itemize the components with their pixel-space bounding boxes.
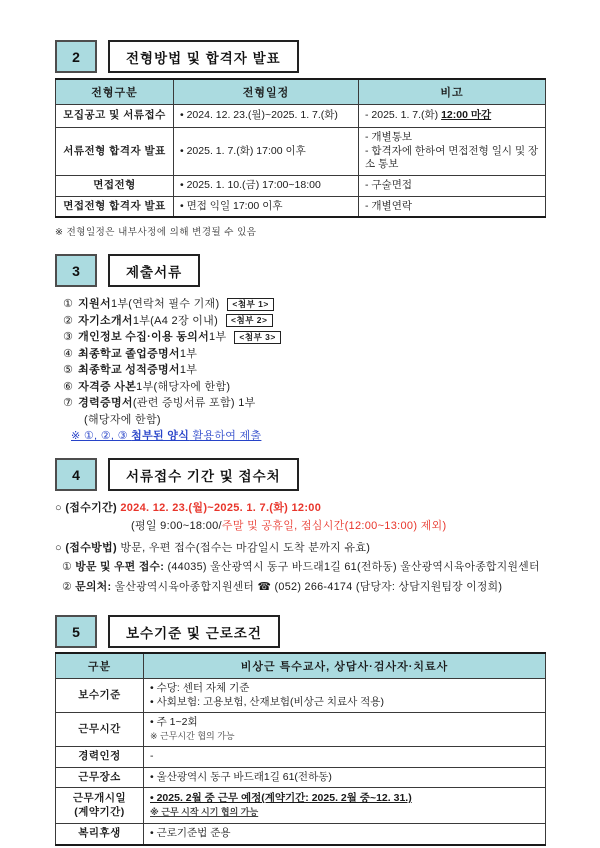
row-label: 복리후생 — [56, 824, 144, 845]
remark-line: - 개별통보 — [365, 131, 412, 143]
section-5-header — [55, 615, 545, 648]
note-prefix: ※ ①, ②, ③ — [71, 430, 132, 442]
hours-note: ※ 근무시간 협의 가능 — [150, 730, 235, 741]
detail-excluded: 주말 및 공휴일, 점심시간(12:00~13:00) 제외) — [221, 520, 447, 532]
item-detail: 1부(해당자에 한함) — [136, 380, 231, 393]
table-row — [56, 105, 546, 128]
list-item — [63, 313, 545, 330]
table-row — [56, 175, 546, 196]
attachment-1-badge: <첨부 1> — [227, 298, 273, 311]
method-label: (접수방법) — [65, 542, 121, 554]
contact-line — [55, 577, 545, 597]
working-conditions-table — [55, 652, 546, 846]
document-name: 자격증 사본 — [78, 380, 137, 393]
submission-documents-list — [55, 296, 545, 445]
cell-category: 모집공고 및 서류접수 — [56, 105, 174, 128]
remark-line: - 합격자에 한하여 면접전형 일시 및 장소 통보 — [365, 144, 539, 170]
welfare-details: • 근로기준법 준용 — [144, 824, 546, 845]
section-2-title: 전형방법 및 합격자 발표 — [108, 40, 299, 73]
pay-line: • 사회보험: 고용보험, 산재보험(비상근 치료사 적용) — [150, 695, 384, 708]
cell-category: 면접전형 합격자 발표 — [56, 196, 174, 217]
section-3-title: 제출서류 — [108, 254, 200, 287]
section-4-number-badge: 4 — [55, 458, 97, 491]
item-number: ② — [63, 314, 74, 327]
row-label: 근무시간 — [56, 713, 144, 747]
section-5-title: 보수기준 및 근로조건 — [108, 615, 280, 648]
note-suffix: 활용하여 제출 — [189, 430, 262, 442]
item-number: ① — [62, 561, 76, 573]
remark-text: - 2025. 1. 7.(화) — [365, 109, 442, 122]
visit-label: 방문 및 우편 접수: — [75, 561, 168, 573]
document-name: 최종학교 성적증명서 — [78, 364, 180, 376]
item-continuation: (해당자에 한함) — [84, 413, 161, 426]
header-schedule: 전형일정 — [174, 79, 359, 105]
document-name: 지원서 — [78, 298, 111, 310]
header-position-type: 비상근 특수교사, 상담사·검사자·치료사 — [144, 653, 546, 679]
section-3-number-badge: 3 — [55, 254, 97, 287]
selection-schedule-table — [55, 78, 546, 218]
note-emphasis: 첨부된 양식 — [131, 430, 190, 442]
row-label: 근무장소 — [56, 767, 144, 788]
cell-schedule: • 2025. 1. 7.(화) 17:00 이후 — [174, 128, 359, 176]
cell-category: 서류전형 합격자 발표 — [56, 128, 174, 176]
reception-period-line — [55, 499, 545, 517]
label-line: 근무개시일 — [72, 792, 127, 804]
contact-label: 문의처: — [75, 581, 115, 593]
header-remarks: 비고 — [359, 79, 546, 105]
item-number: ⑥ — [63, 380, 74, 393]
section-2-number-badge: 2 — [55, 40, 97, 73]
pay-line: • 수당: 센터 자체 기준 — [150, 682, 250, 694]
section-4-header — [55, 458, 545, 491]
item-number: ⑤ — [63, 364, 74, 376]
visit-mail-line — [55, 557, 545, 577]
method-value: 방문, 우편 접수(접수는 마감일시 도착 분까지 유효) — [120, 542, 371, 554]
pay-details — [144, 679, 546, 713]
contact-value: 울산광역시육아종합지원센터 ☎ (052) 266-4174 (담당자: 상담지원팀장 이정희) — [114, 581, 503, 593]
cell-category: 면접전형 — [56, 175, 174, 196]
period-detail-line — [55, 517, 545, 535]
document-name: 자기소개서 — [78, 314, 133, 327]
start-date-note: ※ 근무 시작 시기 협의 가능 — [150, 806, 259, 817]
row-label — [56, 788, 144, 824]
item-number: ③ — [63, 331, 74, 343]
visit-address: (44035) 울산광역시 동구 바드래1길 61(전하동) 울산광역시육아종합지원센터 — [167, 561, 540, 573]
cell-schedule: • 2024. 12. 23.(월)~2025. 1. 7.(화) — [174, 105, 359, 128]
period-label: (접수기간) — [65, 502, 121, 514]
table-row — [56, 128, 546, 176]
cell-remarks — [359, 128, 546, 176]
document-name: 경력증명서 — [78, 397, 133, 409]
item-detail: 1부(A4 2장 이내) — [132, 314, 219, 327]
list-item — [63, 362, 545, 379]
item-number: ④ — [63, 347, 74, 360]
attachment-3-badge: <첨부 3> — [234, 331, 280, 344]
table-row-place — [56, 767, 546, 788]
table-row-career — [56, 747, 546, 768]
list-item — [63, 379, 545, 396]
table-row — [56, 196, 546, 217]
career-details: - — [144, 747, 546, 768]
attachment-2-badge: <첨부 2> — [226, 314, 272, 327]
table-row-welfare — [56, 824, 546, 845]
detail-prefix: (평일 9:00~18:00/ — [131, 520, 222, 532]
section-3-header — [55, 254, 545, 287]
item-detail: 1부 — [179, 364, 198, 376]
reception-method-line — [55, 539, 545, 557]
reception-info — [55, 499, 545, 597]
item-number: ② — [62, 581, 76, 593]
row-label: 보수기준 — [56, 679, 144, 713]
item-number: ⑦ — [63, 397, 74, 409]
section-2-header — [55, 40, 545, 73]
attachment-form-note — [63, 428, 545, 445]
item-detail: 1부 — [209, 331, 227, 343]
table-header-row — [56, 79, 546, 105]
item-detail: (관련 증빙서류 포함) 1부 — [132, 397, 256, 409]
circle-bullet: ○ — [55, 502, 66, 514]
table-header-row — [56, 653, 546, 679]
cell-schedule: • 2025. 1. 10.(금) 17:00~18:00 — [174, 175, 359, 196]
hours-line: • 주 1~2회 — [150, 716, 198, 728]
row-label: 경력인정 — [56, 747, 144, 768]
section-5-number-badge: 5 — [55, 615, 97, 648]
item-number: ① — [63, 298, 74, 310]
cell-remarks: - 개별연락 — [359, 196, 546, 217]
item-detail: 1부 — [179, 347, 198, 360]
cell-remarks: - 구술면접 — [359, 175, 546, 196]
document-name: 최종학교 졸업증명서 — [78, 347, 180, 360]
cell-remarks — [359, 105, 546, 128]
start-date-details — [144, 788, 546, 824]
schedule-change-footnote: ※ 전형일정은 내부사정에 의해 변경될 수 있음 — [55, 227, 257, 238]
section-4-title: 서류접수 기간 및 접수처 — [108, 458, 299, 491]
table-row-pay — [56, 679, 546, 713]
list-item — [63, 296, 545, 313]
header-selection-type: 전형구분 — [56, 79, 174, 105]
start-date-line: • 2025. 2월 중 근무 예정(계약기간: 2025. 2월 중~12. 31.) — [150, 792, 412, 804]
list-item — [63, 329, 545, 346]
deadline-text: 12:00 마감 — [441, 109, 492, 122]
list-item — [63, 346, 545, 363]
item-detail: 1부(연락처 필수 기재) — [110, 298, 220, 310]
header-category: 구분 — [56, 653, 144, 679]
table-row-start-date — [56, 788, 546, 824]
list-item — [63, 395, 545, 412]
hours-details — [144, 713, 546, 747]
table-row-hours — [56, 713, 546, 747]
place-details: • 울산광역시 동구 바드래1길 61(전하동) — [144, 767, 546, 788]
period-dates: 2024. 12. 23.(월)~2025. 1. 7.(화) 12:00 — [120, 502, 322, 514]
cell-schedule: • 면접 익일 17:00 이후 — [174, 196, 359, 217]
circle-bullet: ○ — [55, 542, 66, 554]
label-line: (계약기간) — [74, 805, 125, 818]
document-name: 개인정보 수집·이용 동의서 — [78, 331, 210, 343]
